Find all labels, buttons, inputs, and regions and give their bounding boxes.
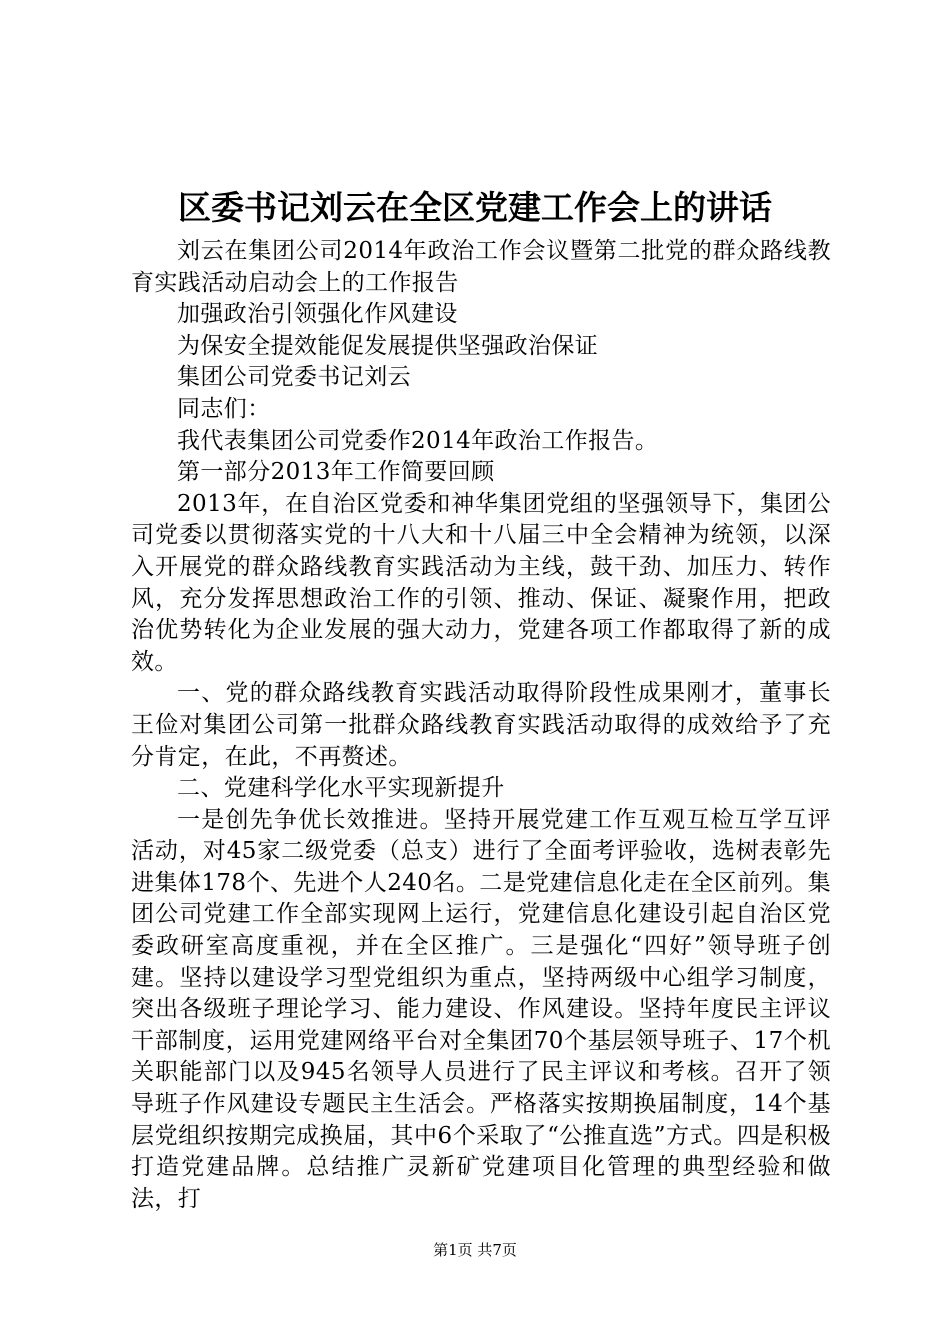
- paragraph-part-one-heading: 第一部分2013年工作简要回顾: [177, 459, 495, 486]
- document-body: [131, 236, 831, 1215]
- document-title: 区委书记刘云在全区党建工作会上的讲话: [178, 188, 772, 227]
- paragraph-author: 集团公司党委书记刘云: [177, 364, 411, 391]
- page-total: 共7页: [477, 1241, 517, 1259]
- page-footer: [0, 1239, 950, 1261]
- paragraph-salutation: 同志们：: [177, 395, 271, 422]
- paragraph-report-heading: 刘云在集团公司2014年政治工作会议暨第二批党的群众路线教育实践活动启动会上的工作报告: [131, 238, 831, 296]
- paragraph-section-two-heading: 二、党建科学化水平实现新提升: [177, 775, 505, 802]
- paragraph-2013-review: 2013年，在自治区党委和神华集团党组的坚强领导下，集团公司党委以贯彻落实党的十八大和十八届三中全会精神为统领，以深入开展党的群众路线教育实践活动为主线，鼓干劲、加压力、转作风，充分发挥思想政治工作的引领、推动、保证、凝聚作用，把政治优势转化为企业发展的强大动力，党建各项工作都取得了新的成效。: [131, 490, 831, 675]
- paragraph-subtitle-1: 加强政治引领强化作风建设: [177, 301, 458, 328]
- paragraph-intro: 我代表集团公司党委作2014年政治工作报告。: [177, 427, 659, 454]
- page-number: 第1页: [433, 1241, 473, 1259]
- paragraph-section-one: 一、党的群众路线教育实践活动取得阶段性成果刚才，董事长王俭对集团公司第一批群众路线教育实践活动取得的成效给予了充分肯定，在此，不再赘述。: [131, 680, 831, 770]
- paragraph-subtitle-2: 为保安全提效能促发展提供坚强政治保证: [177, 332, 599, 359]
- paragraph-section-two-body: 一是创先争优长效推进。坚持开展党建工作互观互检互学互评活动，对45家二级党委（总支）进行了全面考评验收，选树表彰先进集体178个、先进个人240名。二是党建信息化走在全区前列。集团公司党建工作全部实现网上运行，党建信息化建设引起自治区党委政研室高度重视，并在全区推广。三是强化“四好”领导班子创建。坚持以建设学习型党组织为重点，坚持两级中心组学习制度，突出各级班子理论学习、能力建设、作风建设。坚持年度民主评议干部制度，运用党建网络平台对全集团70个基层领导班子、17个机关职能部门以及945名领导人员进行了民主评议和考核。召开了领导班子作风建设专题民主生活会。严格落实按期换届制度，14个基层党组织按期完成换届，其中6个采取了“公推直选”方式。四是积极打造党建品牌。总结推广灵新矿党建项目化管理的典型经验和做法，打: [131, 806, 831, 1212]
